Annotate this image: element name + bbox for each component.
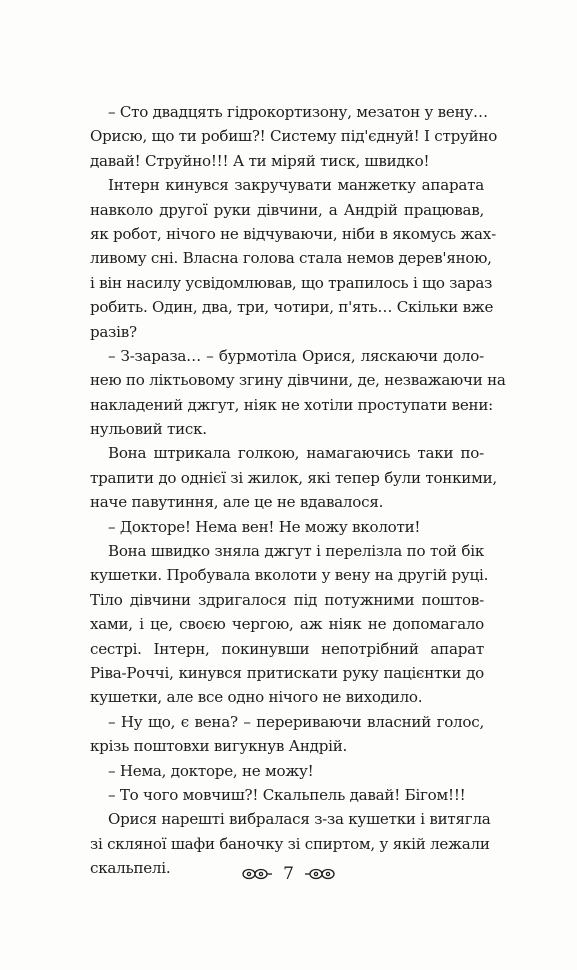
text-line: Орися нарешті вибралася з-за кушетки і витягла [108,810,491,829]
text-line: нульовий тиск. [90,420,207,439]
text-line: зі скляної шафи баночку зі спиртом, у якій лежали [90,834,490,853]
text-line: робить. Один, два, три, чотири, п'ять… Скільки вже [90,298,494,317]
text-line: – Докторе! Нема вен! Не можу вколоти! [108,517,421,536]
text-line: Вона штрикала голкою, намагаючись таки по- [108,444,484,463]
text-line: – Нема, докторе, не можу! [108,761,314,780]
text-line: – З-зараза… – бурмотіла Орися, ляскаючи доло- [108,346,484,365]
text-line: нею по ліктьовому згину дівчини, де, незважаючи на [90,371,506,390]
text-line: Вона швидко зняла джгут і перелізла по той бік [108,542,484,561]
text-line: – Ну що, є вена? – перериваючи власний голос, [108,712,484,731]
text-line: крізь поштовхи вигукнув Андрій. [90,737,348,756]
text-line: Ріва-Роччі, кинувся притискати руку пацієнтки до [90,663,484,682]
body-text [90,100,506,881]
text-line: Тіло дівчини здригалося під потужними поштов- [90,590,484,609]
left-ornament-icon [239,867,273,881]
text-line: Орисю, що ти робиш?! Систему під'єднуй! І струйно [90,127,498,146]
text-line: – То чого мовчиш?! Скальпель давай! Бігом!!! [108,785,466,804]
text-line: разів? [90,322,137,341]
text-line: ливому сні. Власна голова стала немов дерев'яною, [90,249,492,268]
right-ornament-icon [304,867,338,881]
page-footer [0,864,577,884]
page-number: 7 [283,864,294,884]
text-line: як робот, нічого не відчуваючи, ніби в якомусь жах- [90,224,496,243]
text-line: навколо другої руки дівчини, а Андрій працював, [90,200,484,219]
text-line: трапити до однієї зі жилок, які тепер були тонкими, [90,468,497,487]
text-line: скальпелі. [90,859,171,878]
text-line: кушетки, але все одно нічого не виходило. [90,688,423,707]
text-line: наче павутиння, але це не вдавалося. [90,493,384,512]
text-line: хами, і це, своєю чергою, аж ніяк не допомагало [90,615,484,634]
text-line: сестрі. Інтерн, покинувши непотрібний апарат [90,639,484,658]
text-line: і він насилу усвідомлював, що трапилось і що зараз [90,273,493,292]
text-line: накладений джгут, ніяк не хотіли проступати вени: [90,395,493,414]
text-line: кушетки. Пробувала вколоти у вену на другій руці. [90,566,489,585]
text-line: давай! Струйно!!! А ти міряй тиск, швидко! [90,151,430,170]
text-line: Інтерн кинувся закручувати манжетку апарата [108,176,484,195]
text-line: – Сто двадцять гідрокортизону, мезатон у вену… [108,103,488,121]
